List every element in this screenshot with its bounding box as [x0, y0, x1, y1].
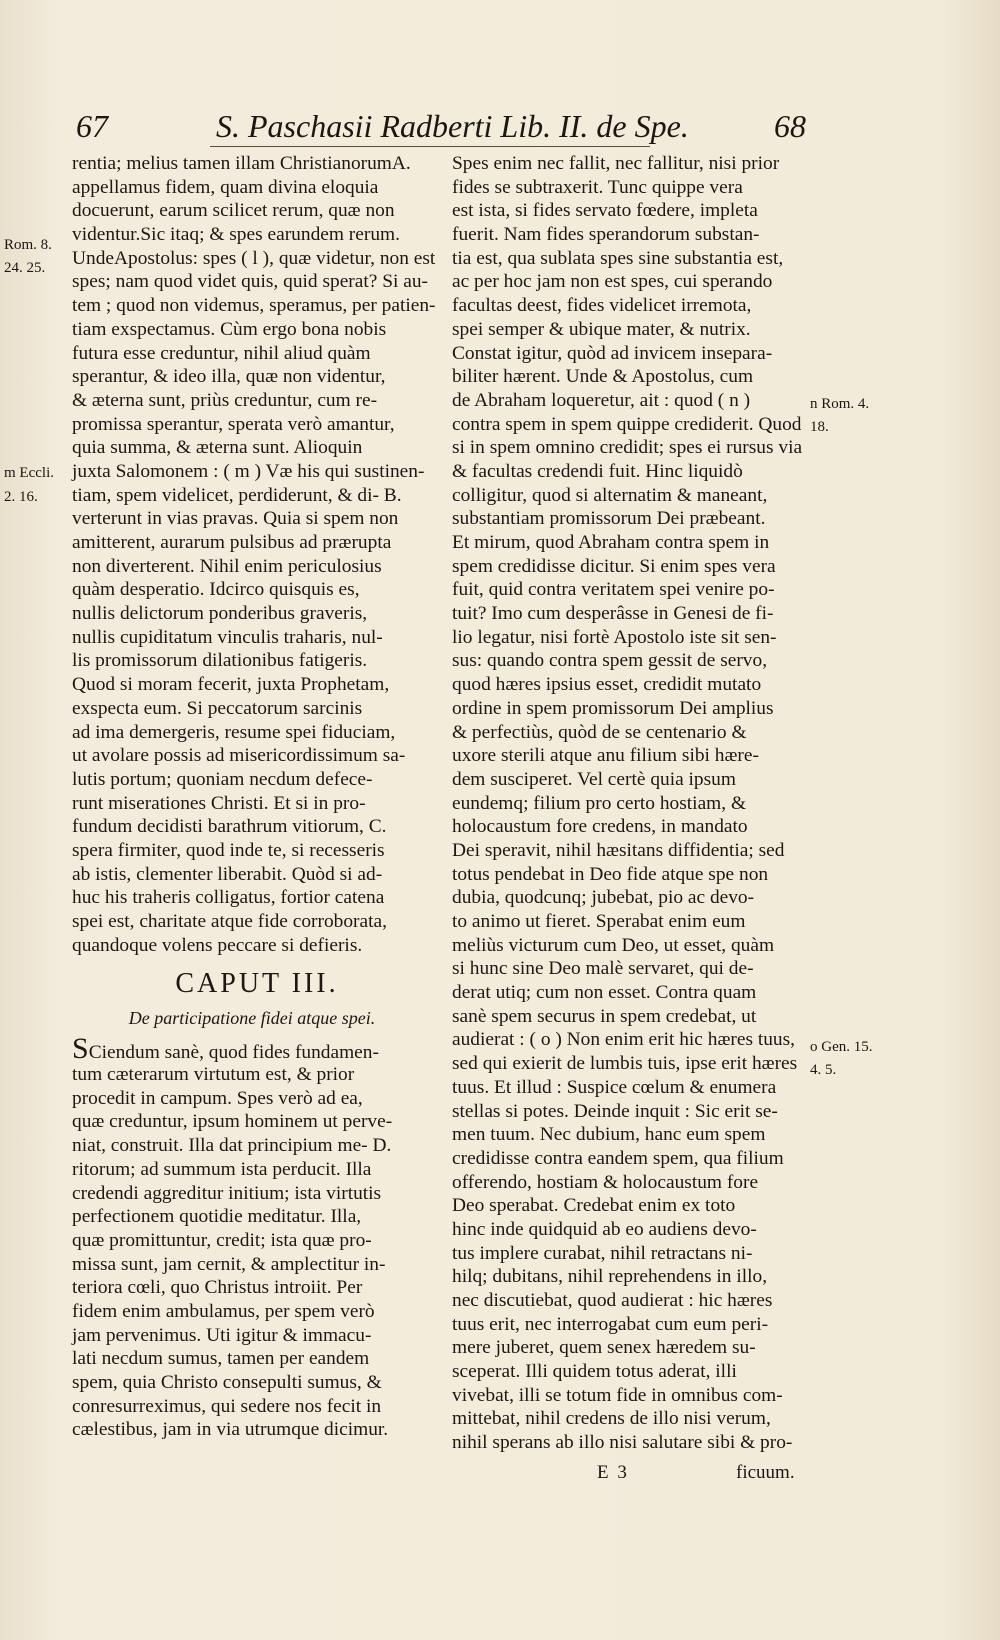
text-line: tiam exspectamus. Cùm ergo bona nobis: [72, 318, 387, 340]
text-line: futura esse creduntur, nihil aliud quàm: [72, 342, 371, 364]
text-line: quàm desperatio. Idcirco quisquis es,: [72, 579, 360, 601]
text-line: credidisse contra eandem spem, qua filium: [452, 1147, 784, 1169]
text-line: tia est, qua sublata spes sine substantia est,: [452, 247, 784, 269]
left-text-block-b: [72, 1032, 432, 1442]
text-line: hinc inde quidquid ab eo audiens devo-: [452, 1218, 757, 1240]
text-line: quæ creduntur, ipsum hominem ut perve-: [72, 1111, 393, 1133]
text-line: to animo ut fieret. Sperabat enim eum: [452, 911, 746, 932]
text-line: offerendo, hostiam & holocaustum fore: [452, 1171, 759, 1193]
text-line: meliùs victurum cum Deo, ut esset, quàm: [452, 934, 775, 956]
text-line: amitterent, aurarum pulsibus ad prærupta: [72, 532, 392, 553]
left-text-block-a: [72, 152, 436, 957]
text-line: fides se subtraxerit. Tunc quippe vera: [452, 176, 743, 198]
text-line: quæ promittuntur, credit; ista quæ pro-: [72, 1229, 372, 1251]
text-line: sperantur, & ideo illa, quæ non videntur,: [72, 366, 386, 388]
text-line: huc his traheris colligatus, fortior catena: [72, 887, 385, 909]
text-line: & facultas credendi fuit. Hinc liquidò: [452, 460, 743, 482]
text-line: fidem enim ambulamus, per spem verò: [72, 1300, 375, 1322]
text-line: videntur.Sic itaq; & spes earundem rerum.: [72, 224, 400, 246]
text-line: non diverterent. Nihil enim periculosius: [72, 555, 382, 577]
text-line: contra spem in spem quippe crediderit. Quod: [452, 413, 802, 435]
text-line: lio legatur, nisi fortè Apostolo iste sit sen-: [452, 626, 777, 648]
header-rule: [210, 146, 650, 147]
text-line: spei semper & ubique mater, & nutrix.: [452, 318, 751, 340]
text-line: quia summa, & æterna sunt. Alioquin: [72, 437, 363, 459]
text-line: holocaustum fore credens, in mandato: [452, 816, 748, 838]
page-number-left: 67: [76, 108, 108, 144]
text-line: si in spem omnino credidit; spes ei rursus via: [452, 437, 803, 459]
text-line: mittebat, nihil credens de illo nisi verum,: [452, 1408, 771, 1430]
text-line: ut avolare possis ad misericordissimum sa-: [72, 745, 406, 767]
text-line: tum cæterarum virtutum est, & prior: [72, 1064, 355, 1086]
text-line: & æterna sunt, priùs creduntur, cum re-: [72, 389, 378, 411]
text-line: nullis cupiditatum vinculis traharis, nul-: [72, 626, 383, 648]
text-line: tem ; quod non videmus, speramus, per patien-: [72, 295, 436, 317]
running-header: [76, 108, 806, 148]
text-line: colligitur, quod si alternatim & maneant,: [452, 484, 768, 506]
text-line: tuus. Et illud : Suspice cœlum & enumera: [452, 1076, 777, 1098]
text-line: sed qui exierit de lumbis tuis, ipse erit hæres: [452, 1053, 798, 1075]
text-line: Constat igitur, quòd ad invicem insepara-: [452, 342, 773, 364]
text-line: de Abraham loqueretur, ait : quod ( n ): [452, 389, 751, 411]
text-line: docuerunt, earum scilicet rerum, quæ non: [72, 200, 395, 222]
margin-note-left: m Eccli.: [4, 465, 54, 481]
text-line: ab istis, clementer liberabit. Quòd si ad-: [72, 863, 383, 885]
text-line: fuit, quid contra veritatem spei venire po-: [452, 579, 775, 601]
text-line: est ista, si fides servato fœdere, impleta: [452, 200, 758, 222]
drop-cap: S: [72, 1032, 89, 1066]
text-line: Spes enim nec fallit, nec fallitur, nisi prior: [452, 153, 780, 174]
text-line: Deo sperabat. Credebat enim ex toto: [452, 1195, 736, 1217]
text-line: spera firmiter, quod inde te, si recesseris: [72, 839, 385, 861]
signature-mark: E 3: [597, 1462, 629, 1483]
text-line: Dei speravit, nihil hæsitans diffidentia; sed: [452, 839, 785, 861]
text-line: missa sunt, jam cernit, & amplectitur in-: [72, 1253, 386, 1275]
text-line: fuerit. Nam fides sperandorum substan-: [452, 224, 760, 246]
text-line: credendi aggreditur initium; ista virtutis: [72, 1182, 382, 1204]
text-line: jam pervenimus. Uti igitur & immacu-: [72, 1324, 372, 1346]
text-line: uxore sterili atque anu filium sibi hære-: [452, 745, 759, 767]
chapter-title: CAPUT III.: [175, 968, 339, 1000]
text-line: promissa sperantur, sperata verò amantur,: [72, 413, 395, 435]
text-line: Et mirum, quod Abraham contra spem in: [452, 532, 770, 553]
text-line: derat utiq; cum non esset. Contra quam: [452, 982, 757, 1004]
text-line: cælestibus, jam in via utrumque dicimur.: [72, 1419, 389, 1441]
text-line: sanè spem securus in spem credebat, ut: [452, 1005, 757, 1027]
text-line: tuus erit, nec interrogabat cum eum peri-: [452, 1313, 769, 1335]
text-line: ad ima demergeris, resume spei fiduciam,: [72, 721, 396, 743]
text-line: tuit? Imo cum desperâsse in Genesi de fi-: [452, 603, 774, 625]
text-line-rest: Ciendum sanè, quod fides fundamen-: [88, 1042, 379, 1064]
text-line: runt miserationes Christi. Et si in pro-: [72, 792, 366, 814]
text-line: si hunc sine Deo malè servaret, qui de-: [452, 958, 754, 980]
text-line: tus implere curabat, nihil retractans ni-: [452, 1242, 753, 1264]
text-line: audierat : ( o ) Non enim erit hic hæres tuus,: [452, 1029, 796, 1051]
text-line: juxta Salomonem : ( m ) Væ his qui sustinen-: [72, 460, 425, 482]
text-line: Quod si moram fecerit, juxta Prophetam,: [72, 674, 390, 696]
text-line: sceperat. Illi quidem totus aderat, illi: [452, 1361, 737, 1383]
text-line: UndeApostolus: spes ( l ), quæ videtur, non est: [72, 247, 436, 269]
text-line: conresurreximus, qui sedere nos fecit in: [72, 1395, 382, 1417]
text-line: rentia; melius tamen illam ChristianorumA.: [72, 153, 411, 174]
text-line: tiam, spem videlicet, perdiderunt, & di- B.: [72, 484, 402, 506]
text-line: biliter hærent. Unde & Apostolus, cum: [452, 366, 754, 388]
text-line: quandoque volens peccare si defieris.: [72, 934, 363, 956]
text-line: lutis portum; quoniam necdum defece-: [72, 768, 373, 790]
margin-note-right: o Gen. 15.: [810, 1039, 873, 1055]
text-line: nullis delictorum ponderibus graveris,: [72, 603, 368, 625]
text-line: spei est, charitate atque fide corroborata,: [72, 911, 387, 932]
text-line: sus: quando contra spem gessit de servo,: [452, 650, 768, 672]
margin-note-left: 24. 25.: [4, 260, 46, 276]
text-line: appellamus fidem, quam divina eloquia: [72, 176, 379, 198]
text-line: spem, quia Christo consepulti sumus, &: [72, 1372, 382, 1393]
text-line: spem credidisse dicitur. Si enim spes vera: [452, 555, 776, 577]
text-line: vivebat, illi se totum fide in omnibus com-: [452, 1384, 783, 1406]
text-line: fundum decidisti barathrum vitiorum, C.: [72, 816, 387, 838]
text-line: facultas deest, fides videlicet irremota,: [452, 295, 752, 317]
text-line: lati necdum sumus, tamen per eandem: [72, 1348, 370, 1370]
text-line: ritorum; ad summum ista perducit. Illa: [72, 1158, 372, 1180]
text-line: dem susciperet. Vel certè quia ipsum: [452, 768, 736, 790]
text-line: perfectionem quotidie meditatur. Illa,: [72, 1206, 362, 1228]
text-line: procedit in campum. Spes verò ad ea,: [72, 1087, 363, 1109]
text-line: nec discutiebat, quod audierat : hic hæres: [452, 1290, 773, 1311]
text-line: spes; nam quod videt quis, quid sperat? Si au-: [72, 271, 428, 293]
text-line: mere juberet, quem senex hæredem su-: [452, 1337, 756, 1359]
text-line: hilq; dubitans, nihil reprehendens in illo,: [452, 1266, 768, 1288]
catchword: ficuum.: [736, 1462, 795, 1483]
text-line: eundemq; filium pro certo hostiam, &: [452, 792, 747, 814]
text-line: substantiam promissorum Dei præbeant.: [452, 508, 766, 530]
text-line: totus pendebat in Deo fide atque spe non: [452, 863, 769, 885]
text-line: [72, 1032, 432, 1066]
margin-note-right: n Rom. 4.: [810, 396, 870, 412]
margin-note-right: 18.: [810, 419, 829, 435]
text-line: ordine in spem promissorum Dei amplius: [452, 697, 774, 719]
page-number-right: 68: [774, 108, 806, 144]
text-line: stellas si potes. Deinde inquit : Sic erit se-: [452, 1100, 778, 1122]
text-line: exspecta eum. Si peccatorum sarcinis: [72, 697, 363, 719]
text-line: & perfectiùs, quòd de se centenario &: [452, 721, 747, 743]
margin-note-left: Rom. 8.: [4, 237, 52, 253]
text-line: quod hæres ipsius esset, credidit mutato: [452, 674, 762, 696]
text-line: nihil sperans ab illo nisi salutare sibi & pro-: [452, 1432, 793, 1454]
margin-note-left: 2. 16.: [4, 489, 38, 505]
text-line: niat, construit. Illa dat principium me- D.: [72, 1135, 392, 1157]
text-line: ac per hoc jam non est spes, cui sperando: [452, 271, 773, 293]
chapter-subtitle: De participatione fidei atque spei.: [128, 1008, 376, 1029]
running-title: S. Paschasii Radberti Lib. II. de Spe.: [216, 108, 689, 144]
text-line: lis promissorum dilationibus fatigeris.: [72, 650, 368, 672]
text-line: verterunt in vias pravas. Quia si spem non: [72, 508, 399, 530]
right-column: [452, 152, 804, 1455]
left-column: [72, 152, 436, 1442]
text-line: teriora cœli, quo Christus introiit. Per: [72, 1277, 363, 1299]
text-line: dubia, quodcunq; jubebat, pio ac devo-: [452, 887, 755, 909]
margin-note-right: 4. 5.: [810, 1062, 837, 1078]
text-line: men tuum. Nec dubium, hanc eum spem: [452, 1124, 766, 1146]
